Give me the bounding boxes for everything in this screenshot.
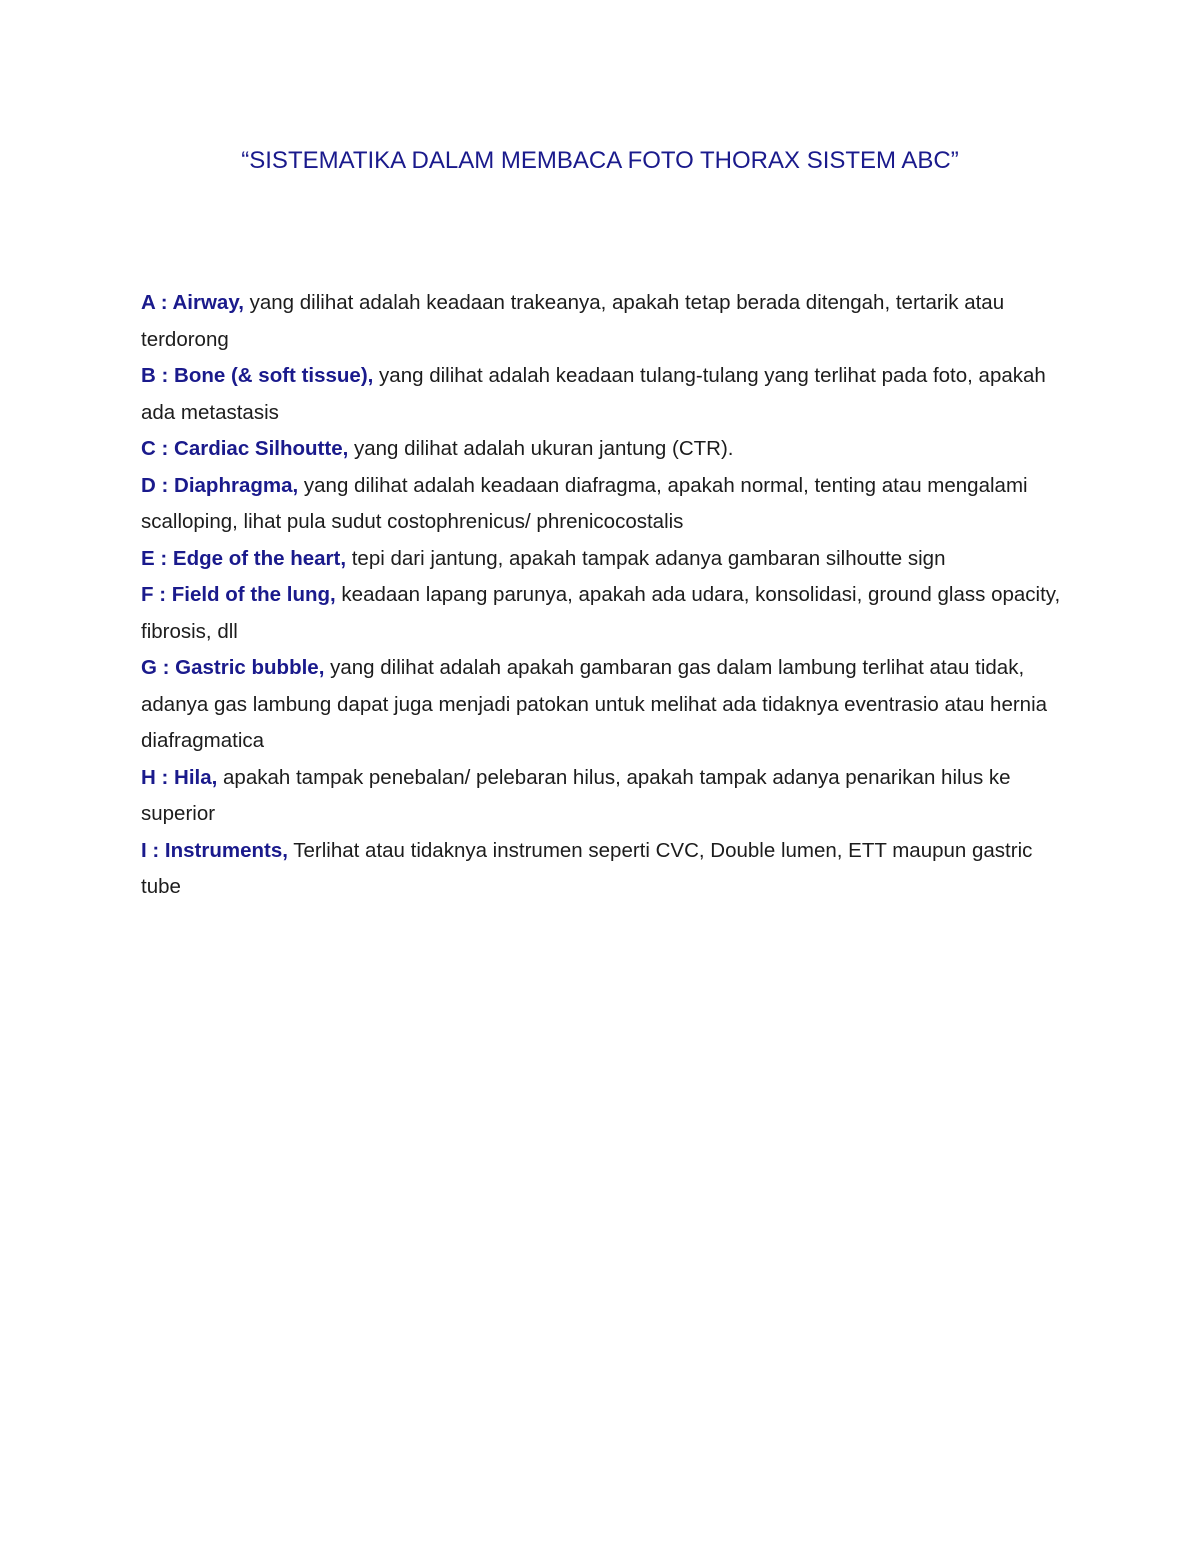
item-description: yang dilihat adalah ukuran jantung (CTR). (348, 437, 734, 460)
checklist-item-edge-of-heart (141, 541, 1071, 578)
item-term: G : Gastric bubble, (141, 656, 325, 679)
checklist-item-airway (141, 285, 1071, 358)
document-title: “SISTEMATIKA DALAM MEMBACA FOTO THORAX SISTEM ABC” (241, 147, 959, 174)
item-description: apakah tampak penebalan/ pelebaran hilus, apakah tampak adanya penarikan hilus ke superior (141, 765, 1011, 825)
checklist-item-field-of-lung (141, 577, 1071, 650)
item-description: yang dilihat adalah keadaan diafragma, apakah normal, tenting atau mengalami scalloping, lihat pula sudut costophrenicus/ phrenicocostalis (141, 473, 1028, 533)
checklist-item-diaphragma (141, 468, 1071, 541)
checklist-item-instruments (141, 833, 1071, 906)
item-description: tepi dari jantung, apakah tampak adanya gambaran silhoutte sign (346, 546, 946, 570)
abc-checklist (141, 285, 1071, 906)
item-term: B : Bone (& soft tissue), (141, 364, 374, 387)
item-term: E : Edge of the heart, (141, 546, 347, 570)
item-description: yang dilihat adalah keadaan tulang-tulang yang terlihat pada foto, apakah ada metastasis (141, 364, 1046, 424)
item-term: D : Diaphragma, (141, 473, 299, 497)
item-term: I : Instruments, (141, 838, 288, 862)
checklist-item-hila (141, 760, 1071, 833)
item-term: H : Hila, (141, 765, 218, 789)
item-term: C : Cardiac Silhoutte, (141, 437, 349, 460)
checklist-item-cardiac (141, 431, 1071, 468)
checklist-item-gastric-bubble (141, 650, 1071, 760)
item-description: yang dilihat adalah keadaan trakeanya, apakah tetap berada ditengah, tertarik atau terdorong (141, 291, 1005, 351)
item-description: keadaan lapang parunya, apakah ada udara, konsolidasi, ground glass opacity, fibrosis, dll (141, 583, 1061, 643)
checklist-item-bone (141, 358, 1071, 431)
item-term: F : Field of the lung, (141, 583, 336, 606)
item-term: A : Airway, (141, 291, 244, 314)
item-description: Terlihat atau tidaknya instrumen seperti CVC, Double lumen, ETT maupun gastric tube (141, 838, 1033, 898)
item-description: yang dilihat adalah apakah gambaran gas dalam lambung terlihat atau tidak, adanya gas lambung dapat juga menjadi patokan untuk melihat ada tidaknya eventrasio atau hernia diafragmatica (141, 656, 1048, 752)
